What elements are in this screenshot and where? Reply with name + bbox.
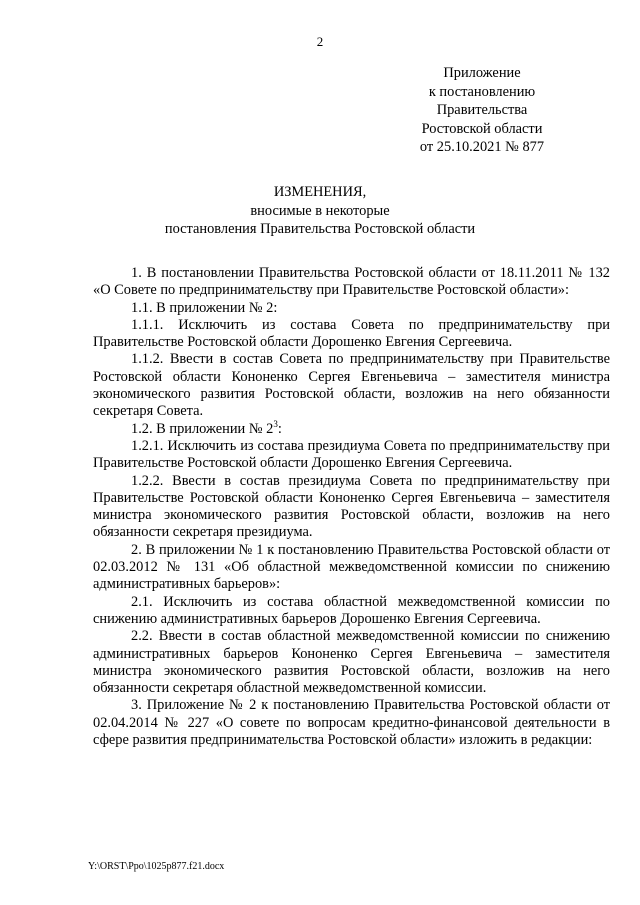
appendix-line: к постановлению [428,83,536,100]
paragraph [93,418,610,438]
heading-subtitle: вносимые в некоторые [250,202,390,219]
appendix-line: Правительства [436,102,528,119]
appendix-line: от 25.10.2021 № 877 [419,139,545,156]
paragraph: 1.1.2. Ввести в состав Совета по предпринимательству при Правительстве Ростовской области Кононенко Сергея Евгеньевича – заместителя министра экономического развития Ростовской области, возложив на него обязанности секретаря Совета. [93,351,610,420]
paragraph: 1.2.1. Исключить из состава президиума Совета по предпринимательству при Правительстве Ростовской области Дорошенко Евгения Сергеевича. [93,437,610,472]
paragraph: 1.1.1. Исключить из состава Совета по предпринимательству при Правительстве Ростовской области Дорошенко Евгения Сергеевича. [93,316,610,351]
heading-subtitle: постановления Правительства Ростовской области [164,221,476,238]
paragraph: 3. Приложение № 2 к постановлению Правительства Ростовской области от 02.04.2014 № 227 «О совете по вопросам кредитно-финансовой деятельности в сфере развития предпринимательства Ростовской области» изложить в редакции: [93,697,610,749]
appendix-line: Ростовской области [421,120,543,137]
paragraph: 2. В приложении № 1 к постановлению Правительства Ростовской области от 02.03.2012 № 131 «Об областной межведомственной комиссии по снижению административных барьеров»: [93,541,610,593]
appendix-line: Приложение [443,65,521,81]
paragraph: 2.1. Исключить из состава областной межведомственной комиссии по снижению административных барьеров Дорошенко Евгения Сергеевича. [93,593,610,627]
paragraph: 1.2.2. Ввести в состав президиума Совета по предпринимательству при Правительстве Ростовской области Кононенко Сергея Евгеньевича – заместителя министра экономического развития Ростовской области, возложив на него обязанности секретаря президиума. [93,472,610,541]
file-path-footer: Y:\ORST\Ppo\1025p877.f21.docx [88,861,225,872]
paragraph-tail: : [277,420,282,437]
paragraph: 2.2. Ввести в состав областной межведомственной комиссии по снижению административных барьеров Кононенко Сергея Евгеньевича – заместителя министра экономического развития Ростовской области, возложив на него обязанности секретаря областной межведомственной комиссии. [93,628,610,697]
heading-title: ИЗМЕНЕНИЯ, [273,184,367,200]
page-number: 2 [316,34,324,49]
superscript: 3 [273,418,278,429]
appendix-block [382,64,582,157]
document-body [93,265,610,749]
document-heading [0,183,640,239]
paragraph-text: 1.2. В приложении № 2 [131,420,274,437]
paragraph: 1.1. В приложении № 2: [131,299,278,316]
paragraph: 1. В постановлении Правительства Ростовской области от 18.11.2011 № 132 «О Совете по предпринимательству при Правительстве Ростовской области»: [93,265,610,299]
